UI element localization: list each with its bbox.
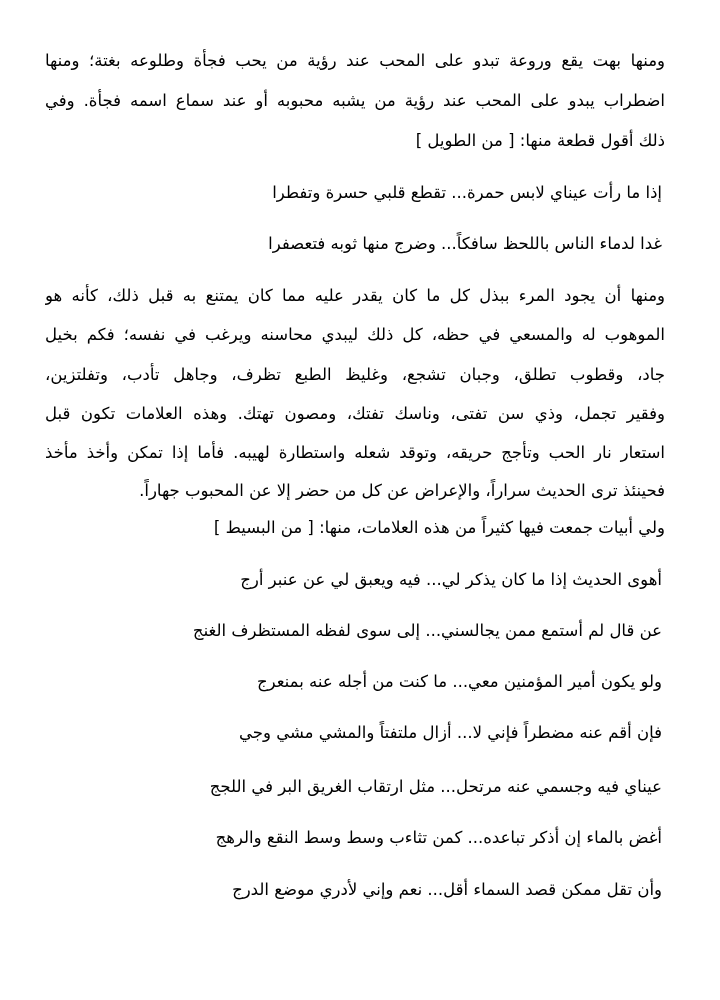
prose-line-9: فحينئذ ترى الحديث سراراً، والإعراض عن كل من حضر إلا عن المحبوب جهاراً.: [139, 481, 665, 500]
verse-line-6: فإن أقم عنه مضطراً فإني لا... أزال ملتفتاً والمشي مشي وجي: [239, 723, 662, 742]
prose-line-1: ومنها بهت يقع وروعة تبدو على المحب عند رؤية من يحب فجأة وطلوعه بغتة؛ ومنها: [45, 51, 665, 70]
prose-line-10: ولي أبيات جمعت فيها كثيراً من هذه العلامات، منها: [ من البسيط ]: [213, 518, 665, 537]
prose-line-4: ومنها أن يجود المرء ببذل كل ما كان يقدر عليه مما كان يمتنع به قبل ذلك، كأنه هو: [45, 286, 665, 305]
verse-line-2: غدا لدماء الناس باللحظ سافكاً... وضرج منها ثوبه فتعصفرا: [268, 234, 662, 253]
prose-line-7: وفقير تجمل، وذي سن تفتى، وناسك تفتك، ومصون تهتك. وهذه العلامات تكون قبل: [45, 404, 665, 423]
prose-line-3: ذلك أقول قطعة منها: [ من الطويل ]: [415, 131, 665, 150]
prose-line-6: جاد، وقطوب تطلق، وجبان تشجع، وغليظ الطبع تظرف، وجاهل تأدب، وتفلتزين،: [45, 365, 665, 384]
prose-line-8: استعار نار الحب وتأجج حريقه، وتوقد شعله واستطارة لهيبه. فأما إذا تمكن وأخذ مأخذ: [45, 443, 665, 462]
verse-line-3: أهوى الحديث إذا ما كان يذكر لي... فيه ويعبق لي عن عنبر أرج: [240, 570, 662, 589]
verse-line-7: عيناي فيه وجسمي عنه مرتحل... مثل ارتقاب الغريق البر في اللجج: [209, 777, 662, 796]
verse-line-5: ولو يكون أمير المؤمنين معي... ما كنت من أجله عنه بمنعرج: [256, 672, 662, 691]
verse-line-8: أغض بالماء إن أذكر تباعده... كمن تثاءب وسط وسط النقع والرهج: [215, 828, 662, 847]
verse-line-1: إذا ما رأت عيناي لابس حمرة... تقطع قلبي حسرة وتفطرا: [272, 183, 662, 202]
prose-line-5: الموهوب له والمسعي في حظه، كل ذلك ليبدي محاسنه ويرغب في نفسه؛ فكم بخيل: [45, 325, 665, 344]
verse-line-4: عن قال لم أستمع ممن يجالسني... إلى سوى لفظه المستظرف الغنج: [192, 621, 662, 640]
verse-line-9: وأن تقل ممكن قصد السماء أقل... نعم وإني لأدري موضع الدرج: [232, 880, 662, 899]
prose-line-2: اضطراب يبدو على المحب عند رؤية من يشبه محبوبه أو عند سماع اسمه فجأة. وفي: [45, 91, 665, 110]
